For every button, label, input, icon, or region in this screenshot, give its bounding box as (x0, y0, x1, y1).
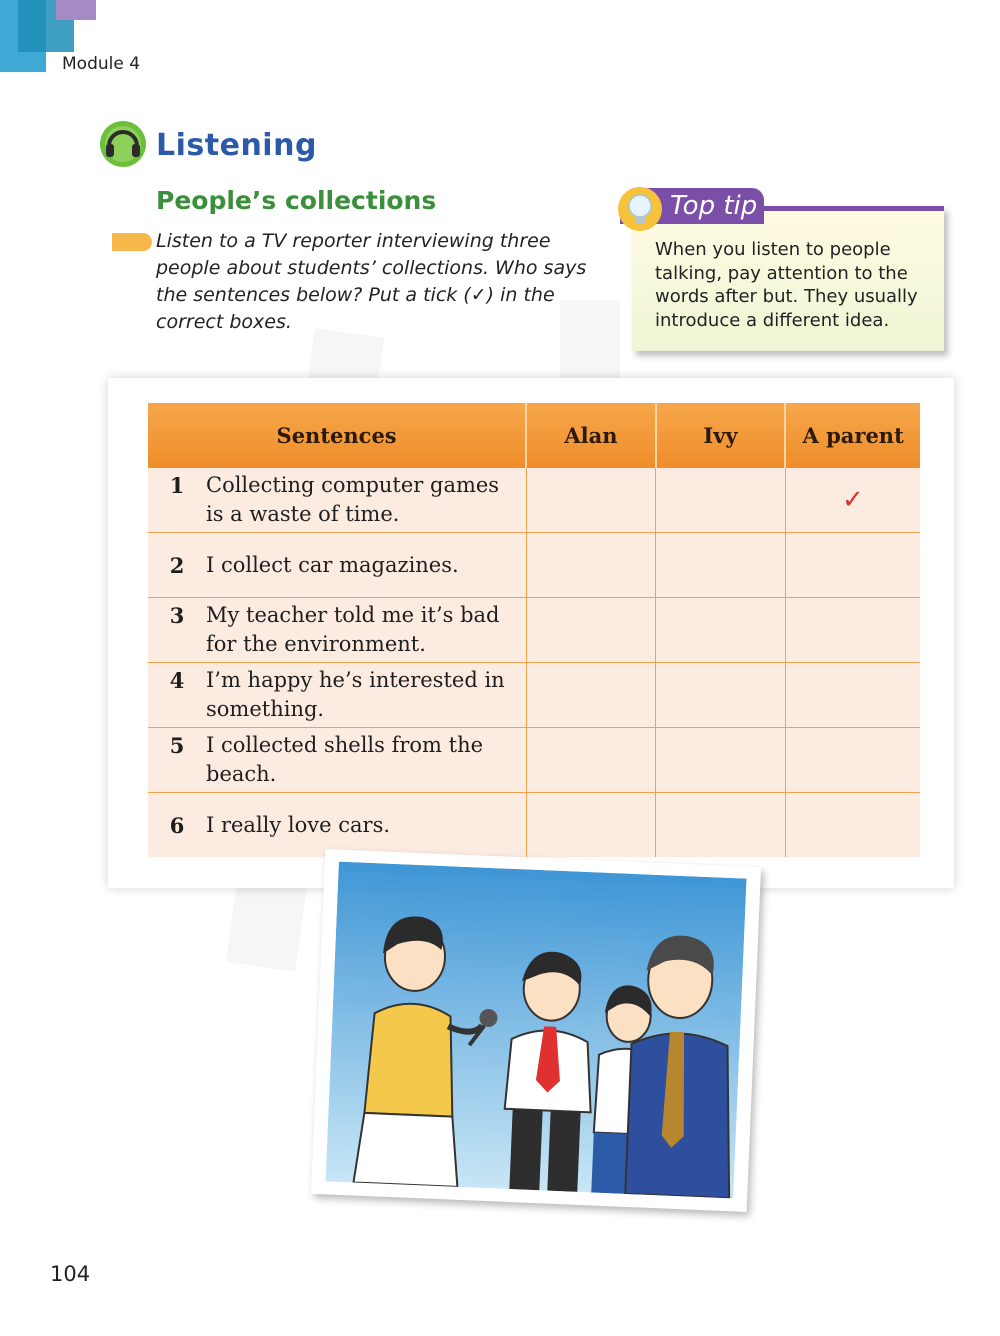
top-tip-title: Top tip (670, 191, 758, 221)
answer-box-parent[interactable] (785, 728, 920, 793)
table-row (148, 728, 920, 793)
answer-box-ivy[interactable] (656, 598, 786, 663)
header-sentences: Sentences (148, 403, 526, 468)
sentence-cell (148, 533, 526, 598)
sentence-text: I’m happy he’s interested in something. (206, 668, 505, 721)
row-number: 1 (169, 473, 185, 498)
sentence-cell (148, 663, 526, 728)
sentence-text: I collect car magazines. (206, 552, 459, 577)
answer-box-ivy[interactable] (656, 793, 786, 858)
header-parent: A parent (785, 403, 920, 468)
interview-illustration (311, 849, 761, 1212)
row-number: 4 (169, 668, 185, 693)
instructions-text: Listen to a TV reporter interviewing three people about students’ collections. Who says the sentences below? Put a tick (✓) in the correct boxes. (156, 230, 587, 333)
sentence-text: I really love cars. (206, 812, 391, 837)
table-row (148, 468, 920, 533)
headphones-icon (97, 120, 149, 168)
page-number: 104 (50, 1262, 91, 1286)
sentence-cell (148, 728, 526, 793)
answer-box-parent[interactable] (785, 598, 920, 663)
section-title: Listening (156, 128, 317, 163)
answer-box-parent[interactable] (785, 533, 920, 598)
row-number: 3 (169, 603, 185, 628)
answer-box-ivy[interactable] (656, 468, 786, 533)
sentence-text: I collected shells from the beach. (206, 733, 484, 786)
table-row (148, 533, 920, 598)
instruction-marker (112, 233, 152, 251)
sentence-text: Collecting computer games is a waste of time. (206, 473, 500, 526)
header-ivy: Ivy (656, 403, 786, 468)
answer-box-alan[interactable] (526, 728, 656, 793)
answer-box-alan[interactable] (526, 793, 656, 858)
row-number: 5 (169, 733, 185, 758)
section-subtitle: People’s collections (156, 186, 437, 215)
corner-decoration-purple (56, 0, 96, 20)
interview-scene-image (325, 862, 746, 1199)
table-row (148, 598, 920, 663)
lightbulb-icon (617, 186, 663, 232)
answer-box-alan[interactable] (526, 598, 656, 663)
table-header-row (148, 403, 920, 468)
top-tip-text: When you listen to people talking, pay attention to the words after but. They usually introduce a different idea. (655, 239, 918, 331)
answer-box-ivy[interactable] (656, 728, 786, 793)
answer-box-ivy[interactable] (656, 533, 786, 598)
answer-box-alan[interactable] (526, 663, 656, 728)
sentence-text: My teacher told me it’s bad for the environment. (206, 603, 500, 656)
sentence-cell (148, 793, 526, 858)
answer-box-parent[interactable] (785, 793, 920, 858)
sentence-cell (148, 598, 526, 663)
table-row (148, 793, 920, 858)
sentence-cell (148, 468, 526, 533)
module-label: Module 4 (62, 54, 141, 74)
answer-box-alan[interactable] (526, 468, 656, 533)
answer-box-parent[interactable] (785, 663, 920, 728)
answer-box-alan[interactable] (526, 533, 656, 598)
row-number: 2 (169, 552, 185, 578)
answer-box-parent[interactable]: ✓ (785, 468, 920, 533)
answer-box-ivy[interactable] (656, 663, 786, 728)
table-row (148, 663, 920, 728)
row-number: 6 (169, 812, 185, 838)
collections-table (148, 403, 920, 857)
header-alan: Alan (526, 403, 656, 468)
